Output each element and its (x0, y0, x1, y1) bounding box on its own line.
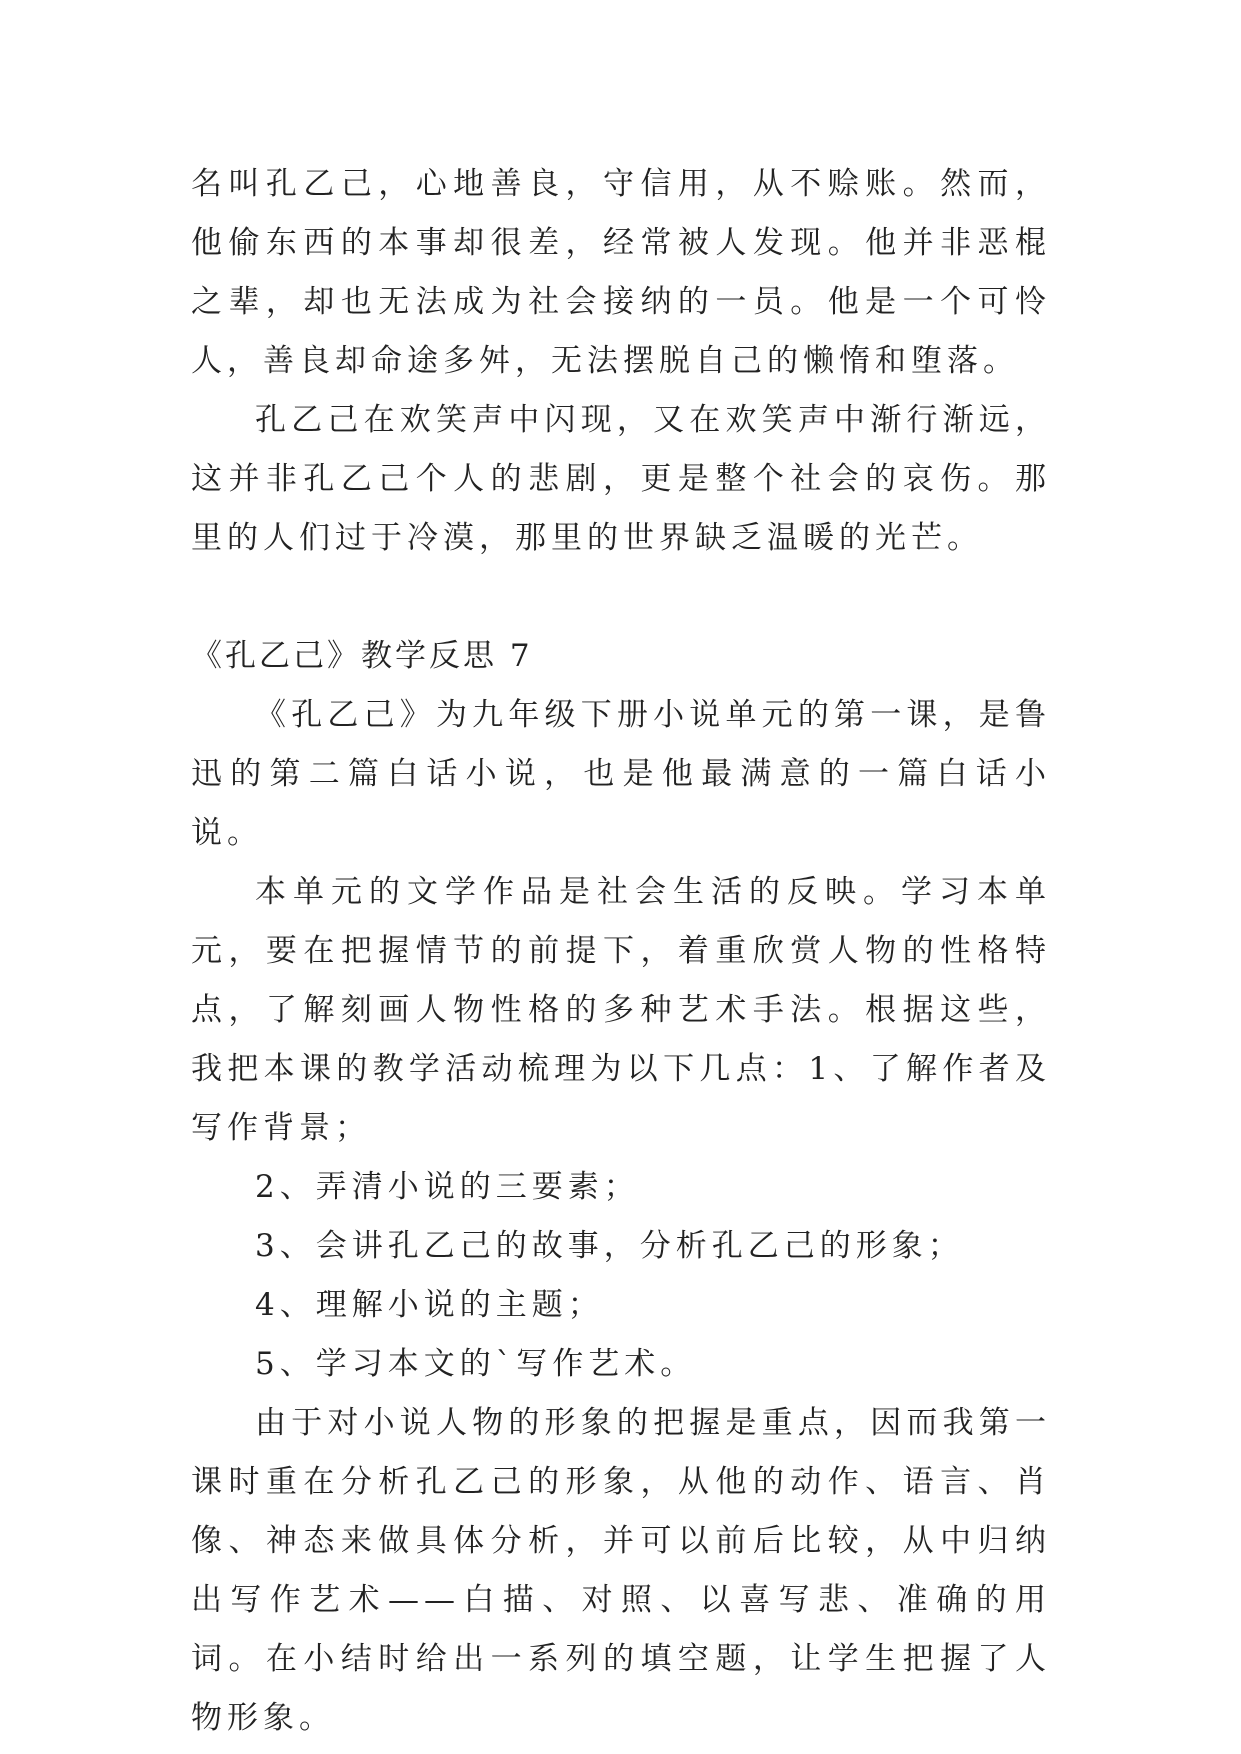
paragraph-closing: 由于对小说人物的形象的把握是重点，因而我第一课时重在分析孔乙己的形象，从他的动作、语言、肖像、神态来做具体分析，并可以前后比较，从中归纳出写作艺术——白描、对照、以喜写悲、准确的用词。在小结时给出一系列的填空题，让学生把握了人物形象。 (191, 1405, 1051, 1736)
paragraph-intro: 《孔乙己》为九年级下册小说单元的第一课，是鲁迅的第二篇白话小说，也是他最满意的一篇白话小说。 (191, 697, 1051, 851)
list-item: 4、理解小说的主题； (255, 1287, 604, 1323)
list-item: 2、弄清小说的三要素； (255, 1169, 640, 1205)
paragraph-conclusion: 孔乙己在欢笑声中闪现，又在欢笑声中渐行渐远，这并非孔乙己个人的悲剧，更是整个社会的哀伤。那里的人们过于冷漠，那里的世界缺乏温暖的光芒。 (191, 402, 1051, 556)
paragraph-continued: 名叫孔乙己，心地善良，守信用，从不赊账。然而，他偷东西的本事却很差，经常被人发现。他并非恶棍之辈，却也无法成为社会接纳的一员。他是一个可怜人，善良却命途多舛，无法摆脱自己的懒惰和堕落。 (191, 166, 1051, 379)
document-body (191, 155, 1051, 1748)
paragraph-unit: 本单元的文学作品是社会生活的反映。学习本单元，要在把握情节的前提下，着重欣赏人物的性格特点，了解刻画人物性格的多种艺术手法。根据这些，我把本课的教学活动梳理为以下几点：1、了解作者及写作背景； (191, 874, 1051, 1146)
section-title: 《孔乙己》教学反思 7 (191, 638, 533, 674)
list-item: 3、会讲孔乙己的故事，分析孔乙己的形象； (255, 1228, 964, 1264)
list-item: 5、学习本文的`写作艺术。 (255, 1346, 697, 1382)
